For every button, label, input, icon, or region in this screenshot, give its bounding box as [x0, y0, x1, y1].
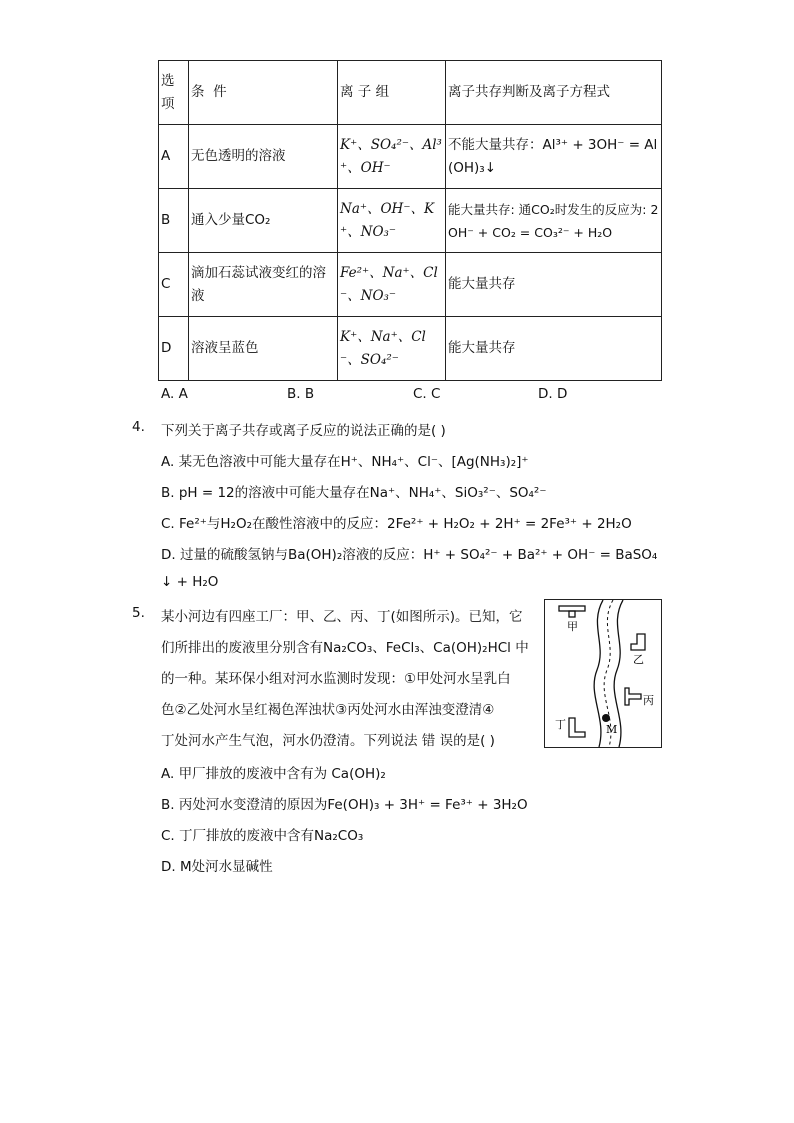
river-factory-figure	[544, 599, 662, 748]
row-option: D	[159, 317, 189, 381]
row-condition: 溶液呈蓝色	[189, 317, 338, 381]
q4-option-a: A. 某无色溶液中可能大量存在H⁺、NH₄⁺、Cl⁻、[Ag(NH₃)₂]⁺	[161, 454, 529, 470]
table-row	[159, 125, 662, 189]
q4-option-d: D. 过量的硫酸氢钠与Ba(OH)₂溶液的反应：H⁺ + SO₄²⁻ + Ba²⁺ + OH⁻ = BaSO₄	[161, 547, 658, 563]
q5-stem-line: 的一种。某环保小组对河水监测时发现：①甲处河水呈乳白	[161, 671, 511, 687]
row-option: A	[159, 125, 189, 189]
row-judgement: 能大量共存	[446, 253, 662, 317]
q4-option-c: C. Fe²⁺与H₂O₂在酸性溶液中的反应：2Fe²⁺ + H₂O₂ + 2H⁺ = 2Fe³⁺ + 2H₂O	[161, 516, 632, 532]
factory-ding-label: 丁	[555, 718, 566, 731]
q5-option-b: B. 丙处河水变澄清的原因为Fe(OH)₃ + 3H⁺ = Fe³⁺ + 3H₂O	[161, 797, 528, 813]
row-judgement: 能大量共存	[446, 317, 662, 381]
table-row	[159, 317, 662, 381]
header-option: 选 项	[159, 61, 189, 125]
river-diagram	[545, 600, 661, 747]
ion-table	[158, 60, 662, 381]
row-condition: 通入少量CO₂	[189, 189, 338, 253]
row-ions: Fe²⁺、Na⁺、Cl⁻、NO₃⁻	[338, 253, 446, 317]
q5-option-d: D. M处河水显碱性	[161, 859, 273, 875]
q4-option-d-cont: ↓ + H₂O	[161, 574, 219, 590]
header-judgement: 离子共存判断及离子方程式	[446, 61, 662, 125]
q4-number: 4.	[132, 419, 145, 435]
row-option: B	[159, 189, 189, 253]
table-row	[159, 189, 662, 253]
table-header-row	[159, 61, 662, 125]
header-condition: 条 件	[189, 61, 338, 125]
q4-option-b: B. pH = 12的溶液中可能大量存在Na⁺、NH₄⁺、SiO₃²⁻、SO₄²⁻	[161, 485, 547, 501]
q5-stem-line: 色②乙处河水呈红褐色浑浊状③丙处河水由浑浊变澄清④	[161, 702, 495, 718]
q5-stem-line: 们所排出的废液里分别含有Na₂CO₃、FeCl₃、Ca(OH)₂HCl 中	[161, 640, 529, 656]
q5-option-c: C. 丁厂排放的废液中含有Na₂CO₃	[161, 828, 364, 844]
river-bank-left	[594, 600, 603, 747]
choice-a: A. A	[161, 386, 188, 402]
factory-yi-icon	[631, 634, 645, 650]
choice-c: C. C	[413, 386, 441, 402]
factory-bing-label: 丙	[643, 694, 654, 707]
row-judgement: 能大量共存: 通CO₂时发生的反应为: 2OH⁻ + CO₂ = CO₃²⁻ + H₂O	[446, 189, 662, 253]
q5-number: 5.	[132, 605, 145, 621]
row-ions: K⁺、SO₄²⁻、Al³⁺、OH⁻	[338, 125, 446, 189]
factory-jia-label: 甲	[567, 620, 578, 633]
row-judgement: 不能大量共存：Al³⁺ + 3OH⁻ = Al(OH)₃↓	[446, 125, 662, 189]
q3-choices	[161, 386, 661, 406]
header-ions: 离 子 组	[338, 61, 446, 125]
q5-option-a: A. 甲厂排放的废液中含有为 Ca(OH)₂	[161, 766, 386, 782]
factory-ding-icon	[569, 718, 585, 737]
point-m-marker	[602, 714, 610, 722]
q5-stem-line: 某小河边有四座工厂：甲、乙、丙、丁(如图所示)。已知，它	[161, 609, 523, 625]
q5-stem-line: 丁处河水产生气泡，河水仍澄清。下列说法 错 误的是( )	[161, 733, 495, 749]
factory-bing-icon	[625, 688, 641, 705]
row-condition: 滴加石蕊试液变红的溶液	[189, 253, 338, 317]
point-m-label: M	[606, 723, 618, 736]
factory-yi-label: 乙	[633, 653, 644, 666]
row-option: C	[159, 253, 189, 317]
table-row	[159, 253, 662, 317]
row-condition: 无色透明的溶液	[189, 125, 338, 189]
choice-b: B. B	[287, 386, 315, 402]
row-ions: K⁺、Na⁺、Cl⁻、SO₄²⁻	[338, 317, 446, 381]
row-ions: Na⁺、OH⁻、K⁺、NO₃⁻	[338, 189, 446, 253]
factory-jia-icon	[559, 606, 585, 617]
q4-stem: 下列关于离子共存或离子反应的说法正确的是( )	[161, 423, 446, 439]
choice-d: D. D	[538, 386, 568, 402]
